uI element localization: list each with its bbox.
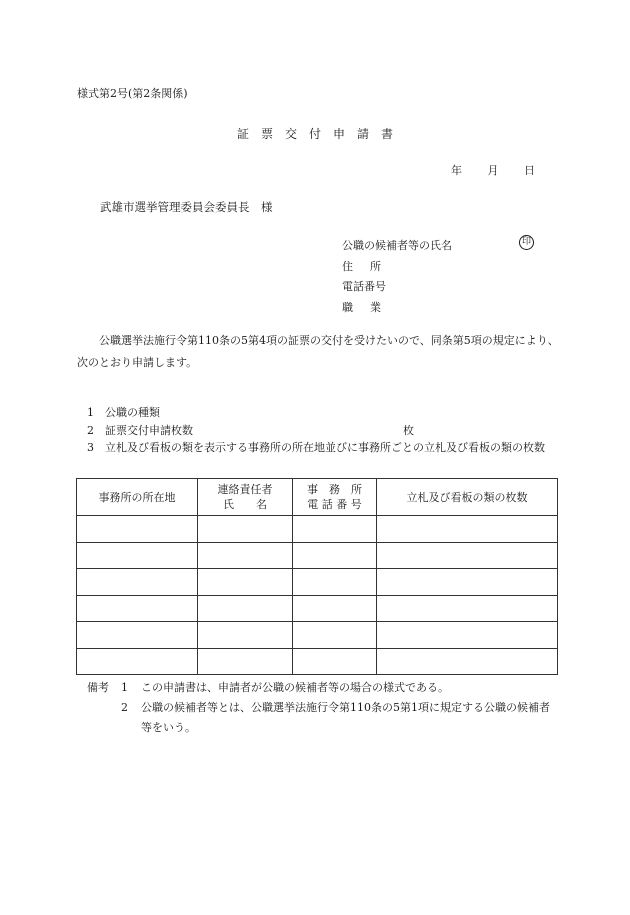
- note-text: この申請書は、申請者が公職の候補者等の場合の様式である。: [141, 681, 449, 694]
- table-row: [77, 622, 558, 649]
- applicant-occupation-label: 職業: [342, 300, 398, 314]
- count-unit: 枚: [403, 423, 414, 437]
- item-text: 立札及び看板の類を表示する事務所の所在地並びに事務所ごとの立札及び看板の類の枚数: [105, 441, 545, 454]
- document-title: 証票交付申請書: [237, 127, 406, 141]
- date-line: [451, 162, 557, 178]
- body-paragraph: 公職選挙法施行令第110条の5第4項の証票の交付を受けたいので、同条第5項の規定により、次のとおり申請します。: [77, 334, 559, 369]
- table-cell[interactable]: [293, 595, 377, 622]
- table-row: [77, 648, 558, 675]
- table-cell[interactable]: [198, 648, 293, 675]
- item-text: 証票交付申請枚数: [105, 423, 193, 437]
- table-row: [77, 595, 558, 622]
- notes-block: [87, 678, 557, 738]
- table-row: [77, 516, 558, 543]
- applicant-address-label: 住所: [342, 259, 398, 273]
- list-item: [87, 422, 557, 440]
- table-cell[interactable]: [293, 622, 377, 649]
- note-item: [87, 678, 557, 698]
- table-cell[interactable]: [377, 569, 558, 596]
- table-cell[interactable]: [377, 516, 558, 543]
- table-cell[interactable]: [198, 542, 293, 569]
- table-row: [77, 569, 558, 596]
- table-cell[interactable]: [198, 516, 293, 543]
- table-cell[interactable]: [293, 569, 377, 596]
- applicant-block: [342, 236, 452, 318]
- addressee: 武雄市選挙管理委員会委員長 様: [100, 200, 273, 214]
- item-list: [87, 404, 557, 457]
- table-cell[interactable]: [293, 542, 377, 569]
- table-body: [77, 516, 558, 675]
- item-number: 3: [87, 441, 94, 454]
- table-cell[interactable]: [77, 595, 198, 622]
- table-cell[interactable]: [377, 542, 558, 569]
- table-cell[interactable]: [198, 595, 293, 622]
- header-office-phone: 事 務 所 電 話 番 号: [293, 479, 377, 516]
- note-text: 公職の候補者等とは、公職選挙法施行令第110条の5第1項に規定する公職の候補者等をいう。: [141, 701, 550, 734]
- table-row: [77, 542, 558, 569]
- item-text: 公職の種類: [105, 406, 160, 419]
- table-cell[interactable]: [377, 595, 558, 622]
- table-cell[interactable]: [377, 648, 558, 675]
- table-cell[interactable]: [77, 542, 198, 569]
- header-contact-person: 連絡責任者 氏 名: [198, 479, 293, 516]
- table-cell[interactable]: [293, 648, 377, 675]
- date-year: 年: [451, 164, 462, 177]
- note-item: [87, 698, 557, 738]
- date-month: 月: [487, 164, 499, 177]
- notes-heading: 備考: [87, 681, 109, 694]
- applicant-phone-label: 電話番号: [342, 280, 386, 293]
- list-item: [87, 439, 557, 457]
- date-day: 日: [524, 164, 535, 177]
- item-number: 1: [87, 406, 94, 419]
- note-number: 2: [121, 701, 128, 714]
- table-cell[interactable]: [77, 516, 198, 543]
- table-cell[interactable]: [198, 622, 293, 649]
- form-number: 様式第2号(第2条関係): [77, 87, 188, 100]
- table-cell[interactable]: [293, 516, 377, 543]
- note-number: 1: [121, 681, 128, 694]
- header-sign-count: 立札及び看板の類の枚数: [377, 479, 558, 516]
- item-number: 2: [87, 423, 94, 437]
- table-cell[interactable]: [77, 569, 198, 596]
- table-cell[interactable]: [198, 569, 293, 596]
- table-cell[interactable]: [377, 622, 558, 649]
- header-office-location: 事務所の所在地: [77, 479, 198, 516]
- table-cell[interactable]: [77, 622, 198, 649]
- table-header-row: [77, 479, 558, 516]
- office-table: [76, 478, 558, 675]
- table-cell[interactable]: [77, 648, 198, 675]
- seal-mark: 印: [519, 235, 534, 250]
- list-item: [87, 404, 557, 422]
- applicant-name-label: 公職の候補者等の氏名: [342, 239, 452, 252]
